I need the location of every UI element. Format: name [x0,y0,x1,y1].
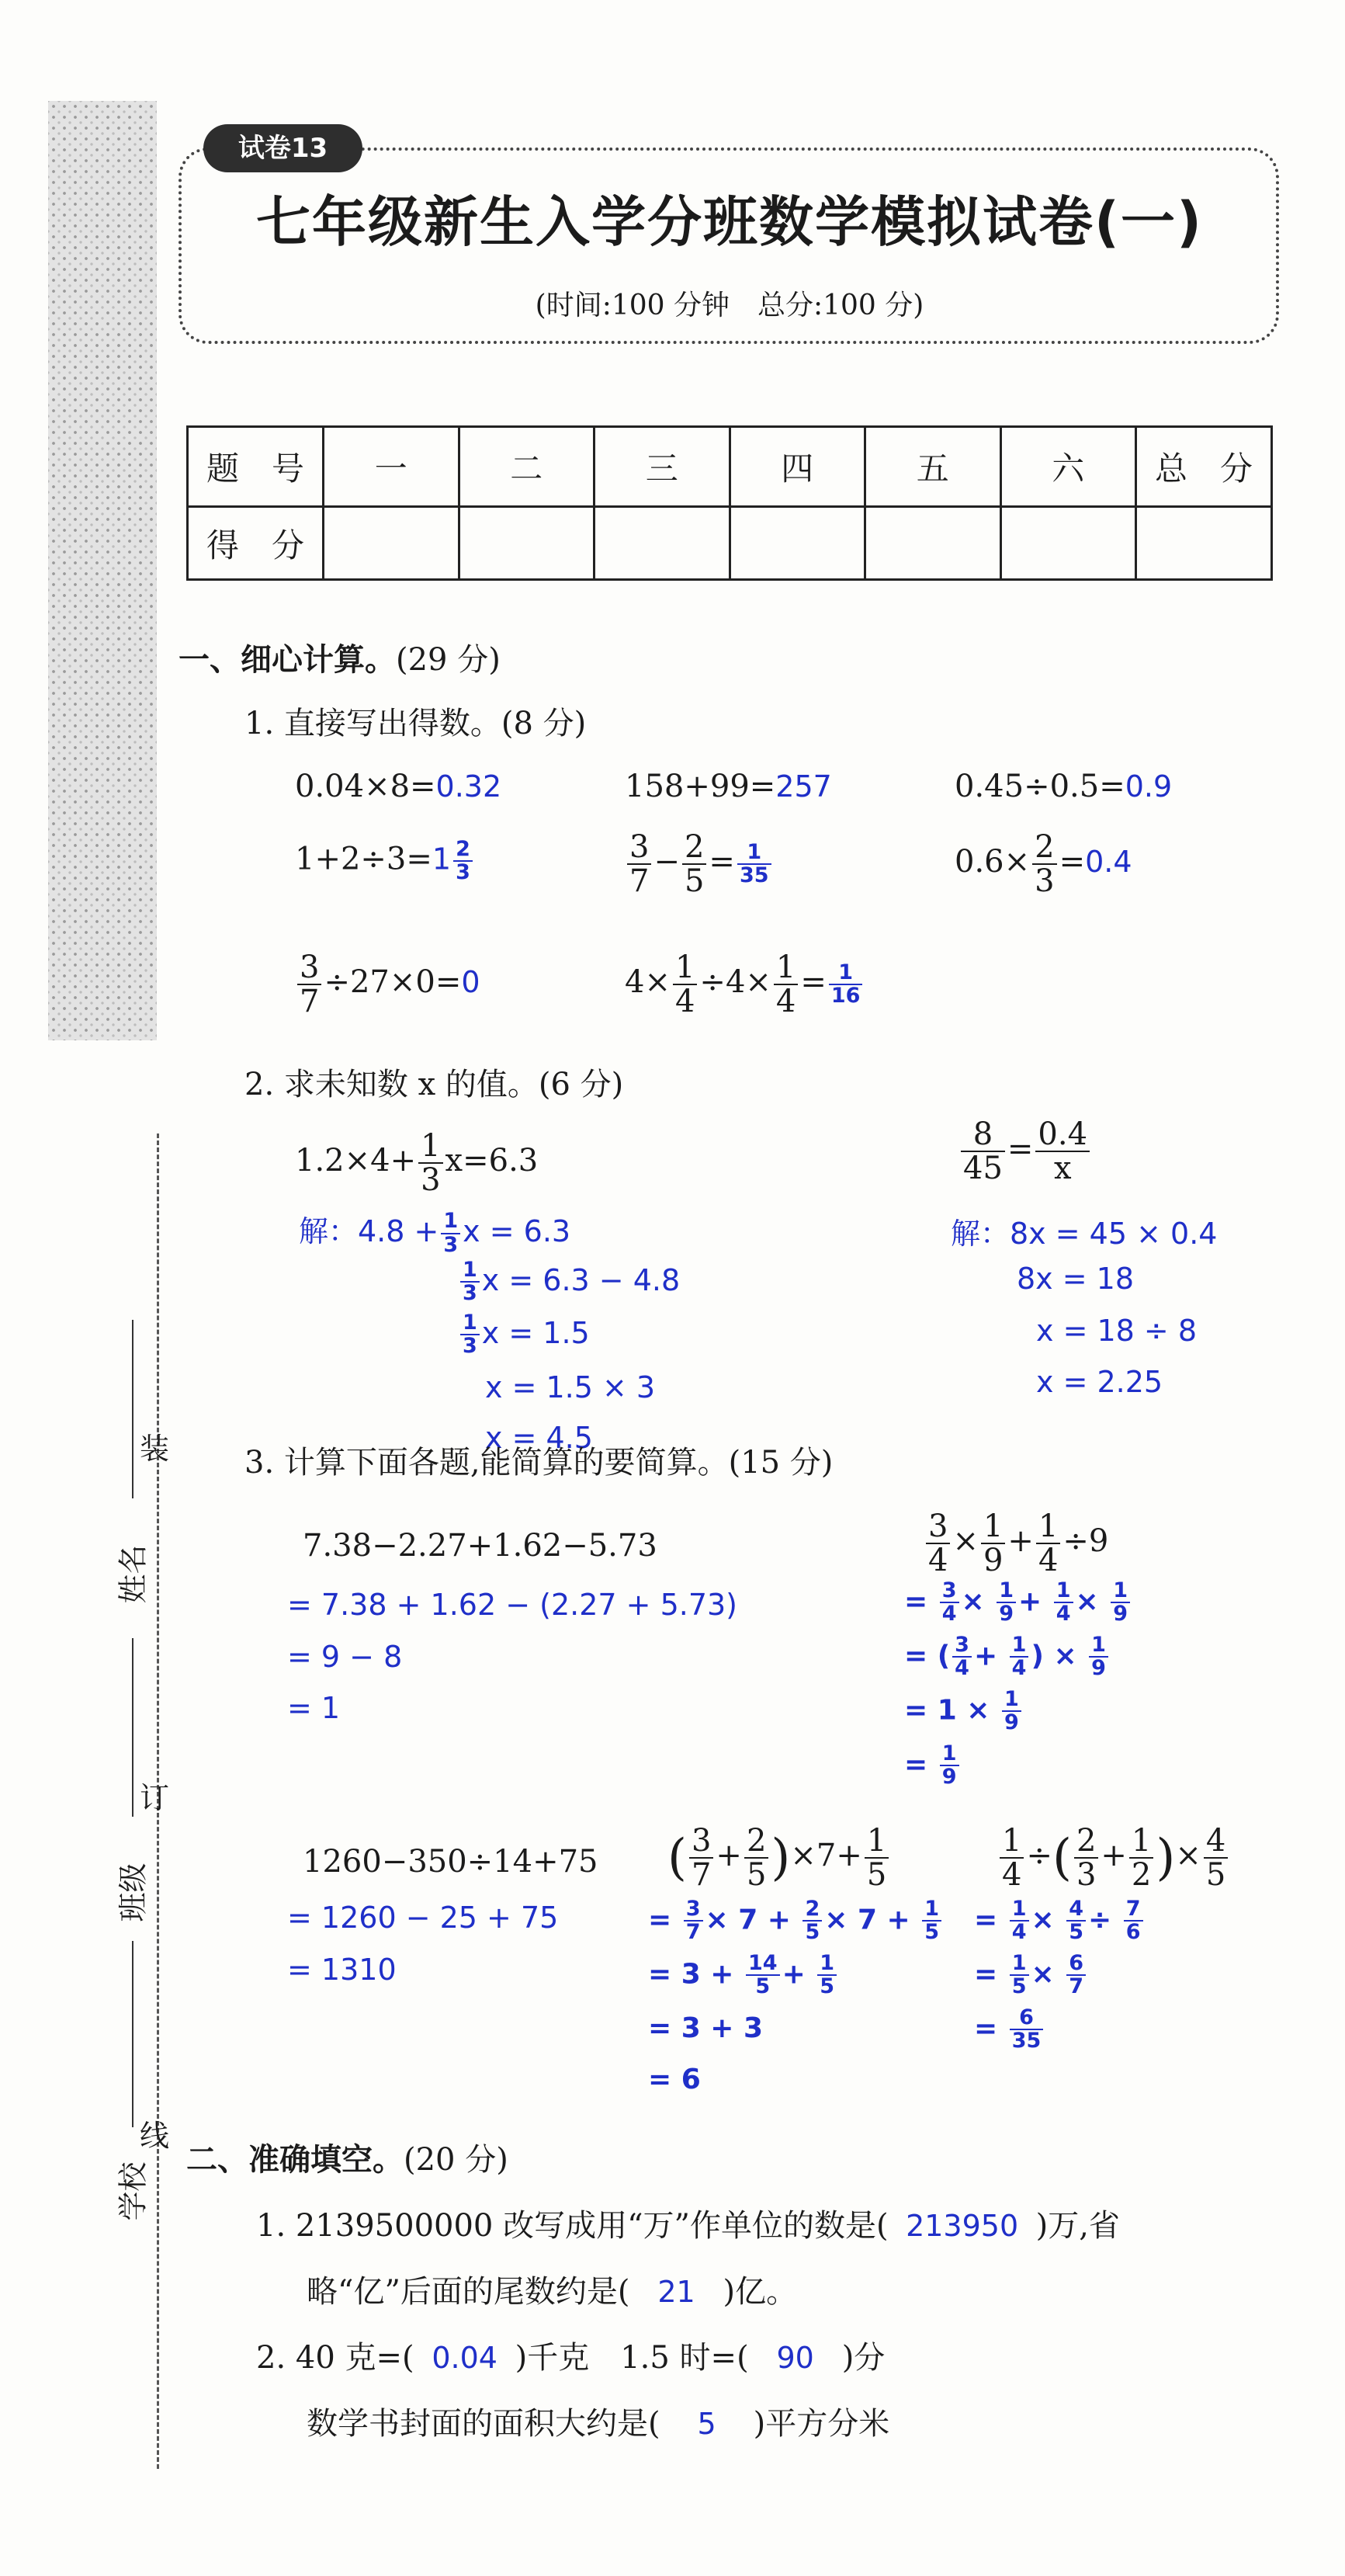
q3d-step-4: = 6 [648,2064,701,2095]
q3b-step-4: = $\frac{1}{9}$ [904,1743,962,1789]
name-blank[interactable] [132,1320,133,1498]
q3b-question: $\frac{3}{4}$ × $\frac{1}{9}$ + $\frac{1}{4}$ ÷9 [924,1510,1108,1577]
q2-right-question: $\frac{8}{45}$ = $\frac{0.4}{x}$ [958,1118,1092,1185]
table-cell: 四 [730,427,865,507]
q3a-step-3: = 1 [287,1691,341,1725]
fraction: $\frac{1}{3}$ [441,1210,460,1256]
score-input-cell[interactable] [730,507,865,580]
q3c-step-2: = 1310 [287,1953,397,1987]
fraction: $\frac{3}{4}$ [926,1510,950,1577]
q3c-step-1: = 1260 − 25 + 75 [287,1901,559,1935]
fraction: $\frac{1}{4}$ [774,951,798,1018]
score-input-cell[interactable] [595,507,730,580]
exam-info: (时间:100 分钟 总分:100 分) [535,290,924,321]
q3d-step-2: = 3 + $\frac{14}{5}$ + $\frac{1}{5}$ [648,1953,839,1998]
fraction: $\frac{2}{3}$ [1032,831,1056,897]
answer-whole: 1 [432,842,452,877]
name-label: 姓名 [116,1544,151,1604]
q3d-step-1: = $\frac{3}{7}$ × 7 + $\frac{2}{5}$ × 7 + $\frac{1}{5}$ [648,1898,944,1944]
school-label: 学校 [116,2161,151,2221]
q1-title: 1. 直接写出得数。(8 分) [244,706,587,741]
q1-item-6: 0.6× $\frac{2}{3}$ =0.4 [955,829,1132,899]
s2-q2-line-1: 2. 40 克=( 0.04 )千克 1.5 时=( 90 )分 [256,2340,886,2376]
fraction: $\frac{1}{3}$ [418,1130,442,1196]
problem: 0.04×8= [295,769,436,804]
q1-item-2 [625,769,832,804]
answer: 0.4 [1085,845,1132,879]
class-blank[interactable] [132,1638,133,1817]
score-table [186,425,1273,581]
section-2-points: (20 分) [404,2142,508,2178]
binding-label-zhuang: 装 [140,1432,170,1466]
q1-item-4 [295,838,475,884]
fraction: $\frac{8}{45}$ [961,1118,1005,1185]
answer-fraction: $\frac{1}{35}$ [737,842,771,887]
answer: 21 [657,2275,695,2309]
school-blank[interactable] [132,1941,133,2127]
q2-right-step-1: 解：8x = 45 × 0.4 [951,1217,1218,1251]
q2-title: 2. 求未知数 x 的值。(6 分) [244,1067,624,1102]
section-1-title: 一、细心计算。 [179,642,396,678]
section-1-heading [179,635,501,679]
problem: 1+2÷3= [295,841,432,877]
q2-right-step-2: 8x = 18 [1017,1262,1135,1296]
q2-left-step-4: x = 1.5 × 3 [485,1370,656,1404]
table-cell: 三 [595,427,730,507]
table-cell: 得 分 [188,507,324,580]
binding-label-xian: 线 [140,2119,170,2153]
answer: 0.04 [432,2341,497,2375]
q3b-step-1: = $\frac{3}{4}$ × $\frac{1}{9}$ + $\frac{1}{4}$ × $\frac{1}{9}$ [904,1580,1132,1626]
fraction: $\frac{2}{5}$ [682,831,706,897]
score-input-cell[interactable] [1000,507,1136,580]
fraction: $\frac{3}{7}$ [297,951,321,1018]
fraction: $\frac{3}{7}$ [627,831,651,897]
fraction: $\frac{0.4}{x}$ [1035,1118,1090,1185]
q3b-step-3: = 1 × $\frac{1}{9}$ [904,1689,1024,1734]
score-table-score-row [188,507,1272,580]
s2-q1-line-1: 1. 2139500000 改写成用“万”作单位的数是( 213950 )万,省 [256,2208,1120,2244]
score-input-cell[interactable] [324,507,459,580]
fraction: $\frac{1}{4}$ [673,951,697,1018]
q1-item-8: 4× $\frac{1}{4}$ ÷4× $\frac{1}{4}$ = $\frac{1}{16}$ [625,951,865,1018]
q2-right-step-3: x = 18 ÷ 8 [1036,1314,1198,1348]
answer-fraction: $\frac{1}{16}$ [829,962,863,1008]
answer: 0.32 [435,769,502,804]
s2-q2-line-2: 数学书封面的面积大约是( 5 )平方分米 [307,2406,890,2442]
q3c-question: 1260−350÷14+75 [303,1844,598,1880]
section-2-title: 二、准确填空。 [186,2142,404,2178]
q3e-step-2: = $\frac{1}{5}$ × $\frac{6}{7}$ [974,1953,1088,1998]
fraction: $\frac{1}{3}$ [460,1259,480,1305]
table-cell: 二 [459,427,595,507]
table-cell: 一 [324,427,459,507]
q2-left-step-3: $\frac{1}{3}$ x = 1.5 [458,1312,590,1358]
fraction: $\frac{1}{4}$ [1036,1510,1060,1577]
q3e-question: $\frac{1}{4}$ ÷( $\frac{2}{3}$ + $\frac{1}{2}$ )× $\frac{4}{5}$ [997,1824,1230,1891]
answer-fraction: $\frac{2}{3}$ [453,838,473,884]
q1-item-5: $\frac{3}{7}$ − $\frac{2}{5}$ = $\frac{1}{35}$ [625,831,774,897]
paper-badge: 试卷13 [203,124,362,172]
binding-label-ding: 订 [140,1781,170,1815]
q3e-step-1: = $\frac{1}{4}$ × $\frac{4}{5}$ ÷ $\frac{7}{6}$ [974,1898,1146,1944]
q2-right-step-4: x = 2.25 [1036,1365,1163,1399]
q2-left-step-1: 解：4.8 + $\frac{1}{3}$ x = 6.3 [299,1209,571,1257]
answer: 5 [697,2407,716,2441]
q3d-step-3: = 3 + 3 [648,2012,764,2044]
table-cell: 五 [865,427,1001,507]
q3d-question: ( $\frac{3}{7}$ + $\frac{2}{5}$ )×7+ $\frac{1}{5}$ [667,1824,891,1891]
q3e-step-3: = $\frac{6}{35}$ [974,2007,1045,2053]
fraction: $\frac{1}{9}$ [981,1510,1005,1577]
s2-q1-line-2: 略“亿”后面的尾数约是( 21 )亿。 [307,2274,798,2310]
answer: 0.9 [1125,769,1173,804]
q1-item-7: $\frac{3}{7}$ ÷27×0=0 [295,951,480,1018]
problem: 0.45÷0.5= [955,769,1125,804]
answer: 90 [776,2341,814,2375]
class-label: 班级 [116,1863,151,1922]
answer: 257 [775,769,832,804]
table-cell: 六 [1000,427,1136,507]
q3b-step-2: = ( $\frac{3}{4}$ + $\frac{1}{4}$ ) × $\frac{1}{9}$ [904,1634,1111,1680]
q2-left-question: 1.2×4+ $\frac{1}{3}$ x=6.3 [295,1128,539,1198]
q3-title: 3. 计算下面各题,能简算的要简算。(15 分) [244,1445,834,1481]
q3a-step-2: = 9 − 8 [287,1640,403,1674]
q2-left-step-2: $\frac{1}{3}$ x = 6.3 − 4.8 [458,1259,680,1305]
score-input-cell[interactable] [1136,507,1272,580]
decorative-pattern-strip [48,101,157,1040]
score-table-header-row [188,427,1272,507]
score-input-cell[interactable] [865,507,1001,580]
score-input-cell[interactable] [459,507,595,580]
answer: 213950 [906,2209,1019,2243]
answer: 0 [461,965,480,999]
q3a-step-1: = 7.38 + 1.62 − (2.27 + 5.73) [287,1588,738,1622]
fraction: $\frac{1}{3}$ [460,1312,480,1358]
problem: 158+99= [625,769,776,804]
page-title: 七年级新生入学分班数学模拟试卷(一) [256,190,1203,254]
section-1-points: (29 分) [396,642,501,678]
q3a-question: 7.38−2.27+1.62−5.73 [303,1528,657,1564]
q2-left-step-5: x = 4.5 [485,1421,593,1455]
q1-item-1 [295,769,501,804]
q1-item-3 [955,769,1172,804]
section-2-heading [186,2135,508,2179]
table-cell: 题 号 [188,427,324,507]
table-cell: 总 分 [1136,427,1272,507]
